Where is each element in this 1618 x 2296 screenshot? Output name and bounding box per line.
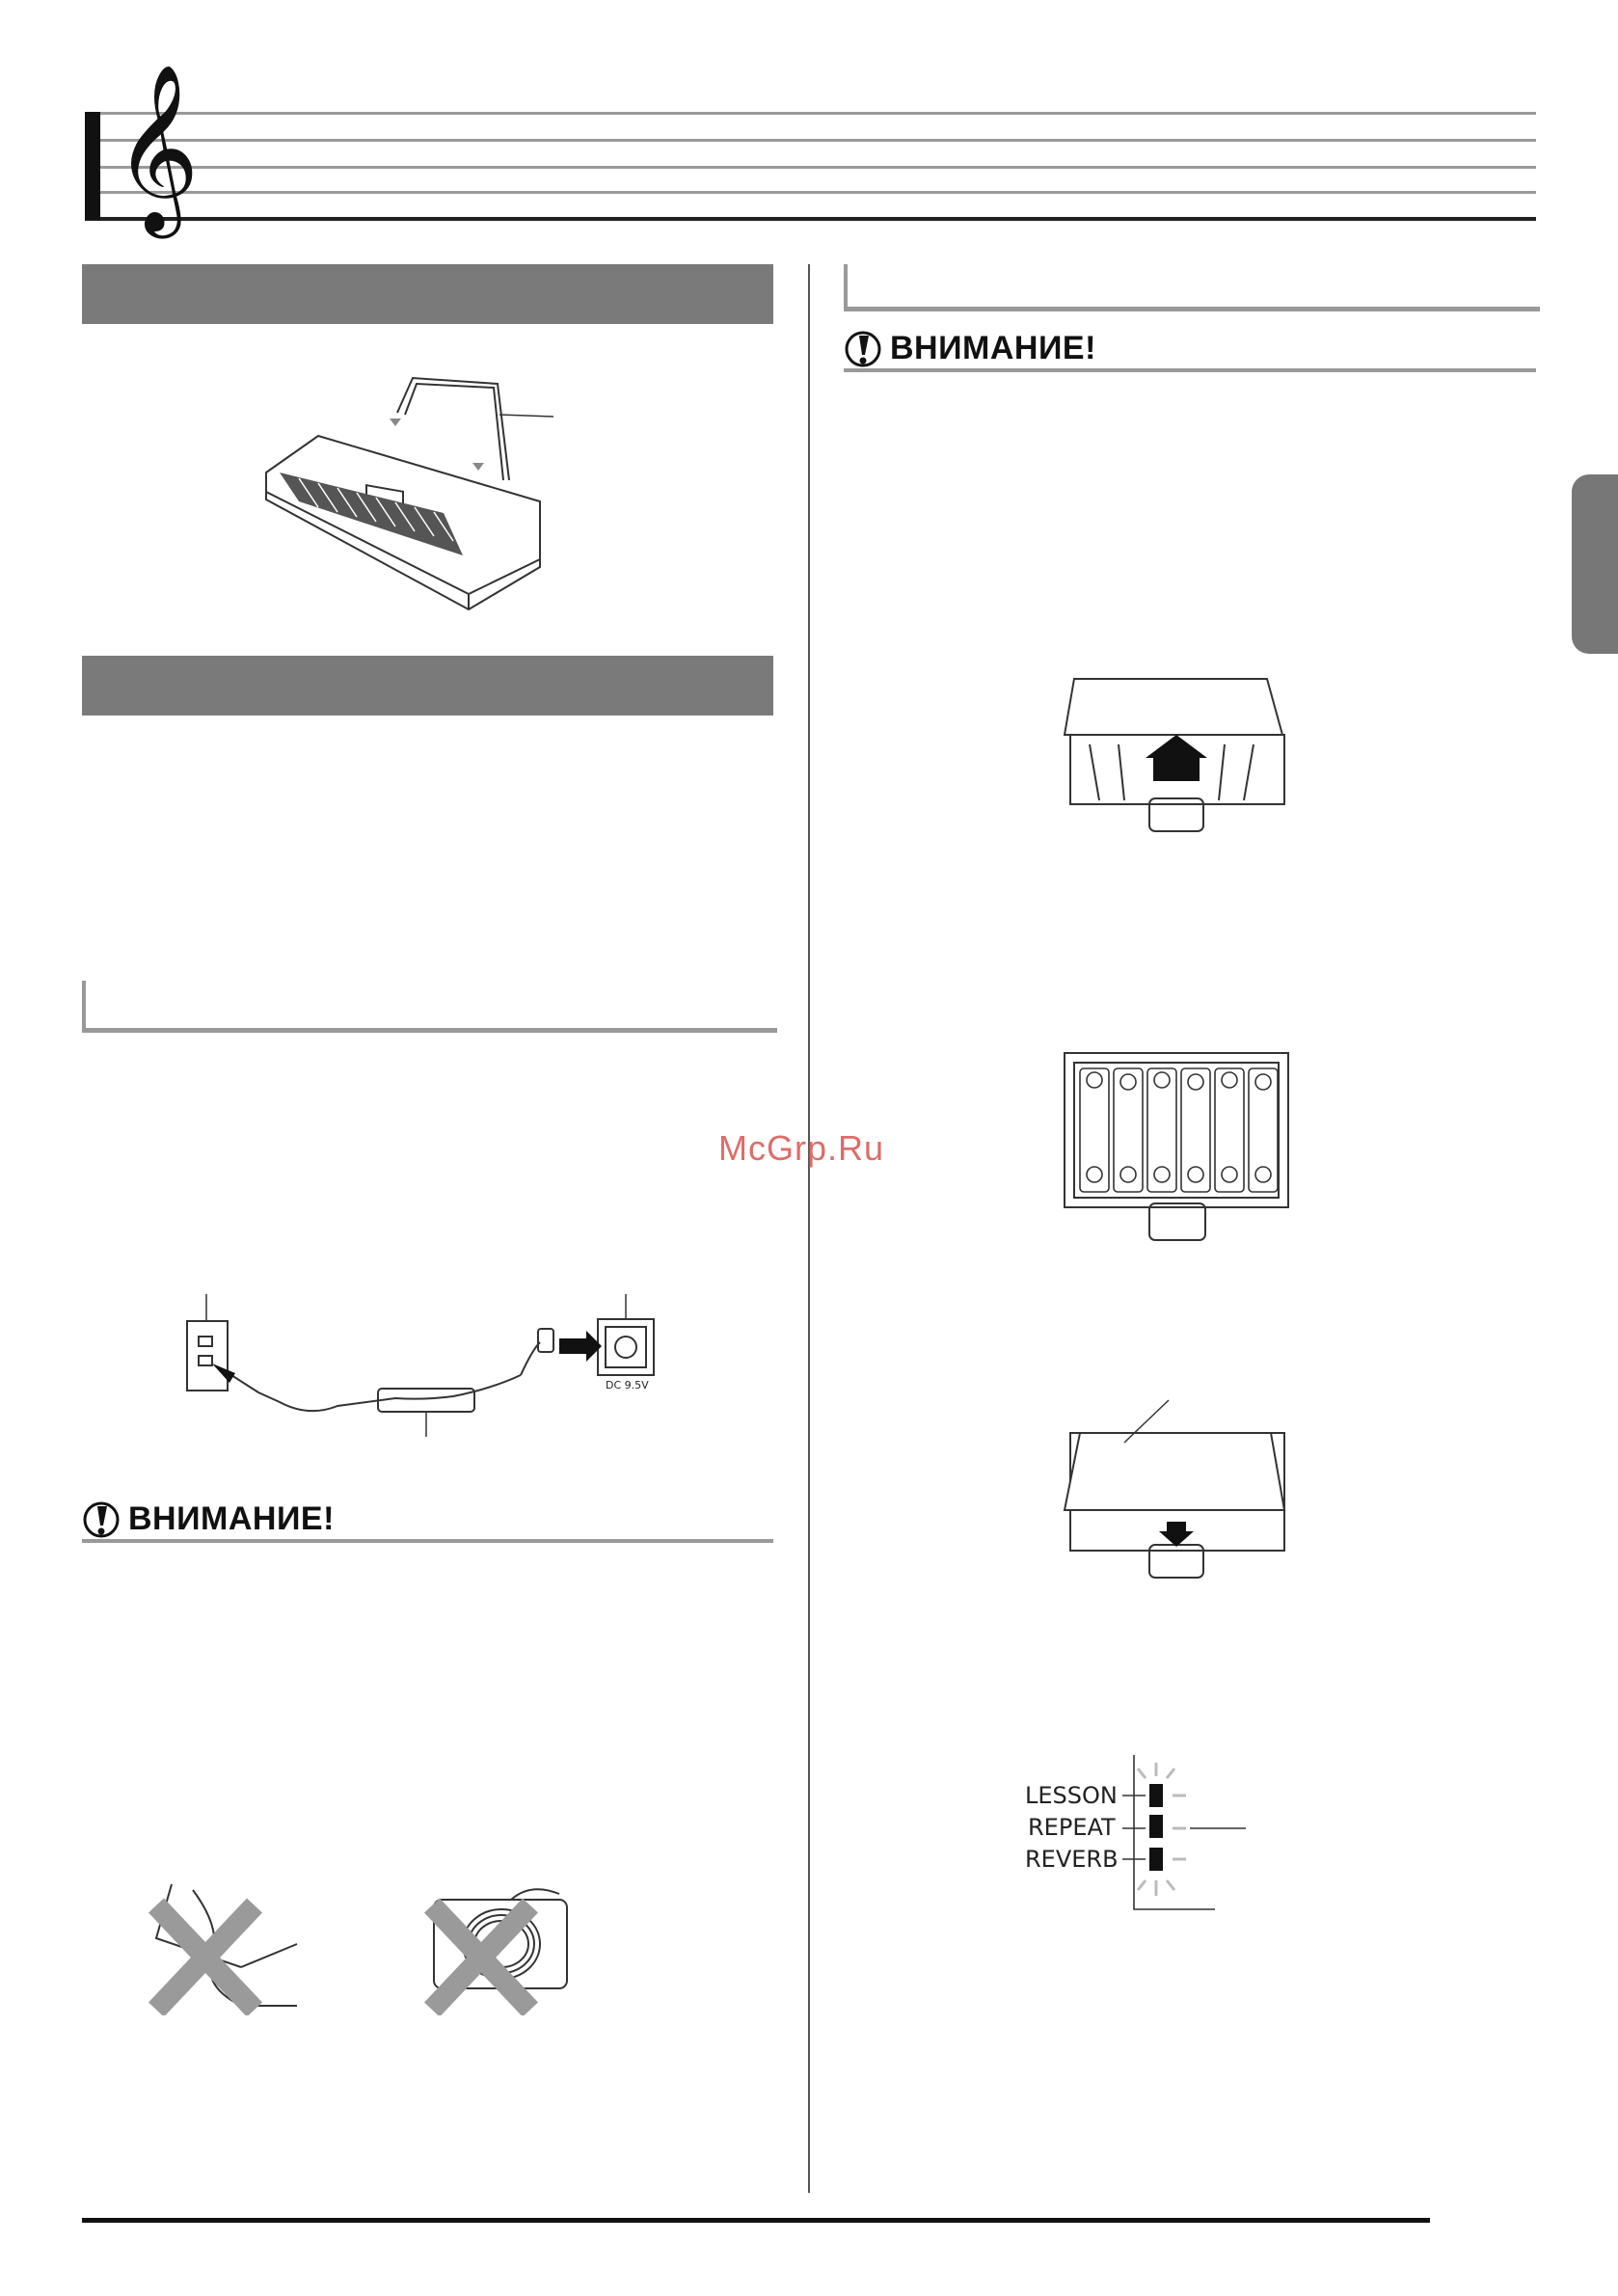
battery-compartment-illustration — [1061, 1049, 1292, 1244]
bent-cord-crossed-illustration — [135, 1880, 309, 2015]
indicator-blink-illustration — [1119, 1736, 1254, 1919]
staff-line — [85, 139, 1536, 142]
section-bar-power — [82, 656, 773, 716]
footer-rule — [82, 2218, 1430, 2223]
staff-line — [85, 166, 1536, 169]
battery-cover-attach-illustration — [1061, 1398, 1292, 1591]
keyboard-music-stand-illustration — [251, 366, 569, 617]
warning-icon — [82, 1500, 121, 1539]
chapter-side-tab — [1572, 474, 1618, 654]
staff-line — [85, 191, 1536, 194]
warning-header-right — [844, 326, 1536, 372]
indicator-label-repeat: REPEAT — [1028, 1814, 1116, 1841]
warning-header-left — [82, 1495, 773, 1543]
warning-label: ВНИМАНИЕ! — [890, 330, 1096, 366]
column-divider — [808, 264, 810, 2193]
staff-barline — [85, 112, 100, 220]
ac-adapter-connection-illustration — [174, 1292, 675, 1456]
subsection-header-adapter — [82, 981, 777, 1033]
dc-jack-label: DC 9.5V — [606, 1379, 649, 1391]
battery-cover-removal-illustration — [1061, 675, 1292, 839]
subsection-header-batteries — [844, 264, 1540, 311]
staff-line — [85, 112, 1536, 115]
coiled-cord-crossed-illustration — [415, 1880, 588, 2015]
indicator-label-reverb: REVERB — [1025, 1846, 1119, 1873]
staff-line — [85, 217, 1536, 221]
warning-icon — [844, 330, 882, 368]
watermark-text: McGrp.Ru — [718, 1128, 885, 1168]
treble-clef-icon: 𝄞 — [114, 64, 200, 231]
warning-label: ВНИМАНИЕ! — [128, 1500, 335, 1537]
indicator-label-lesson: LESSON — [1025, 1782, 1118, 1809]
section-bar-music-stand — [82, 264, 773, 324]
